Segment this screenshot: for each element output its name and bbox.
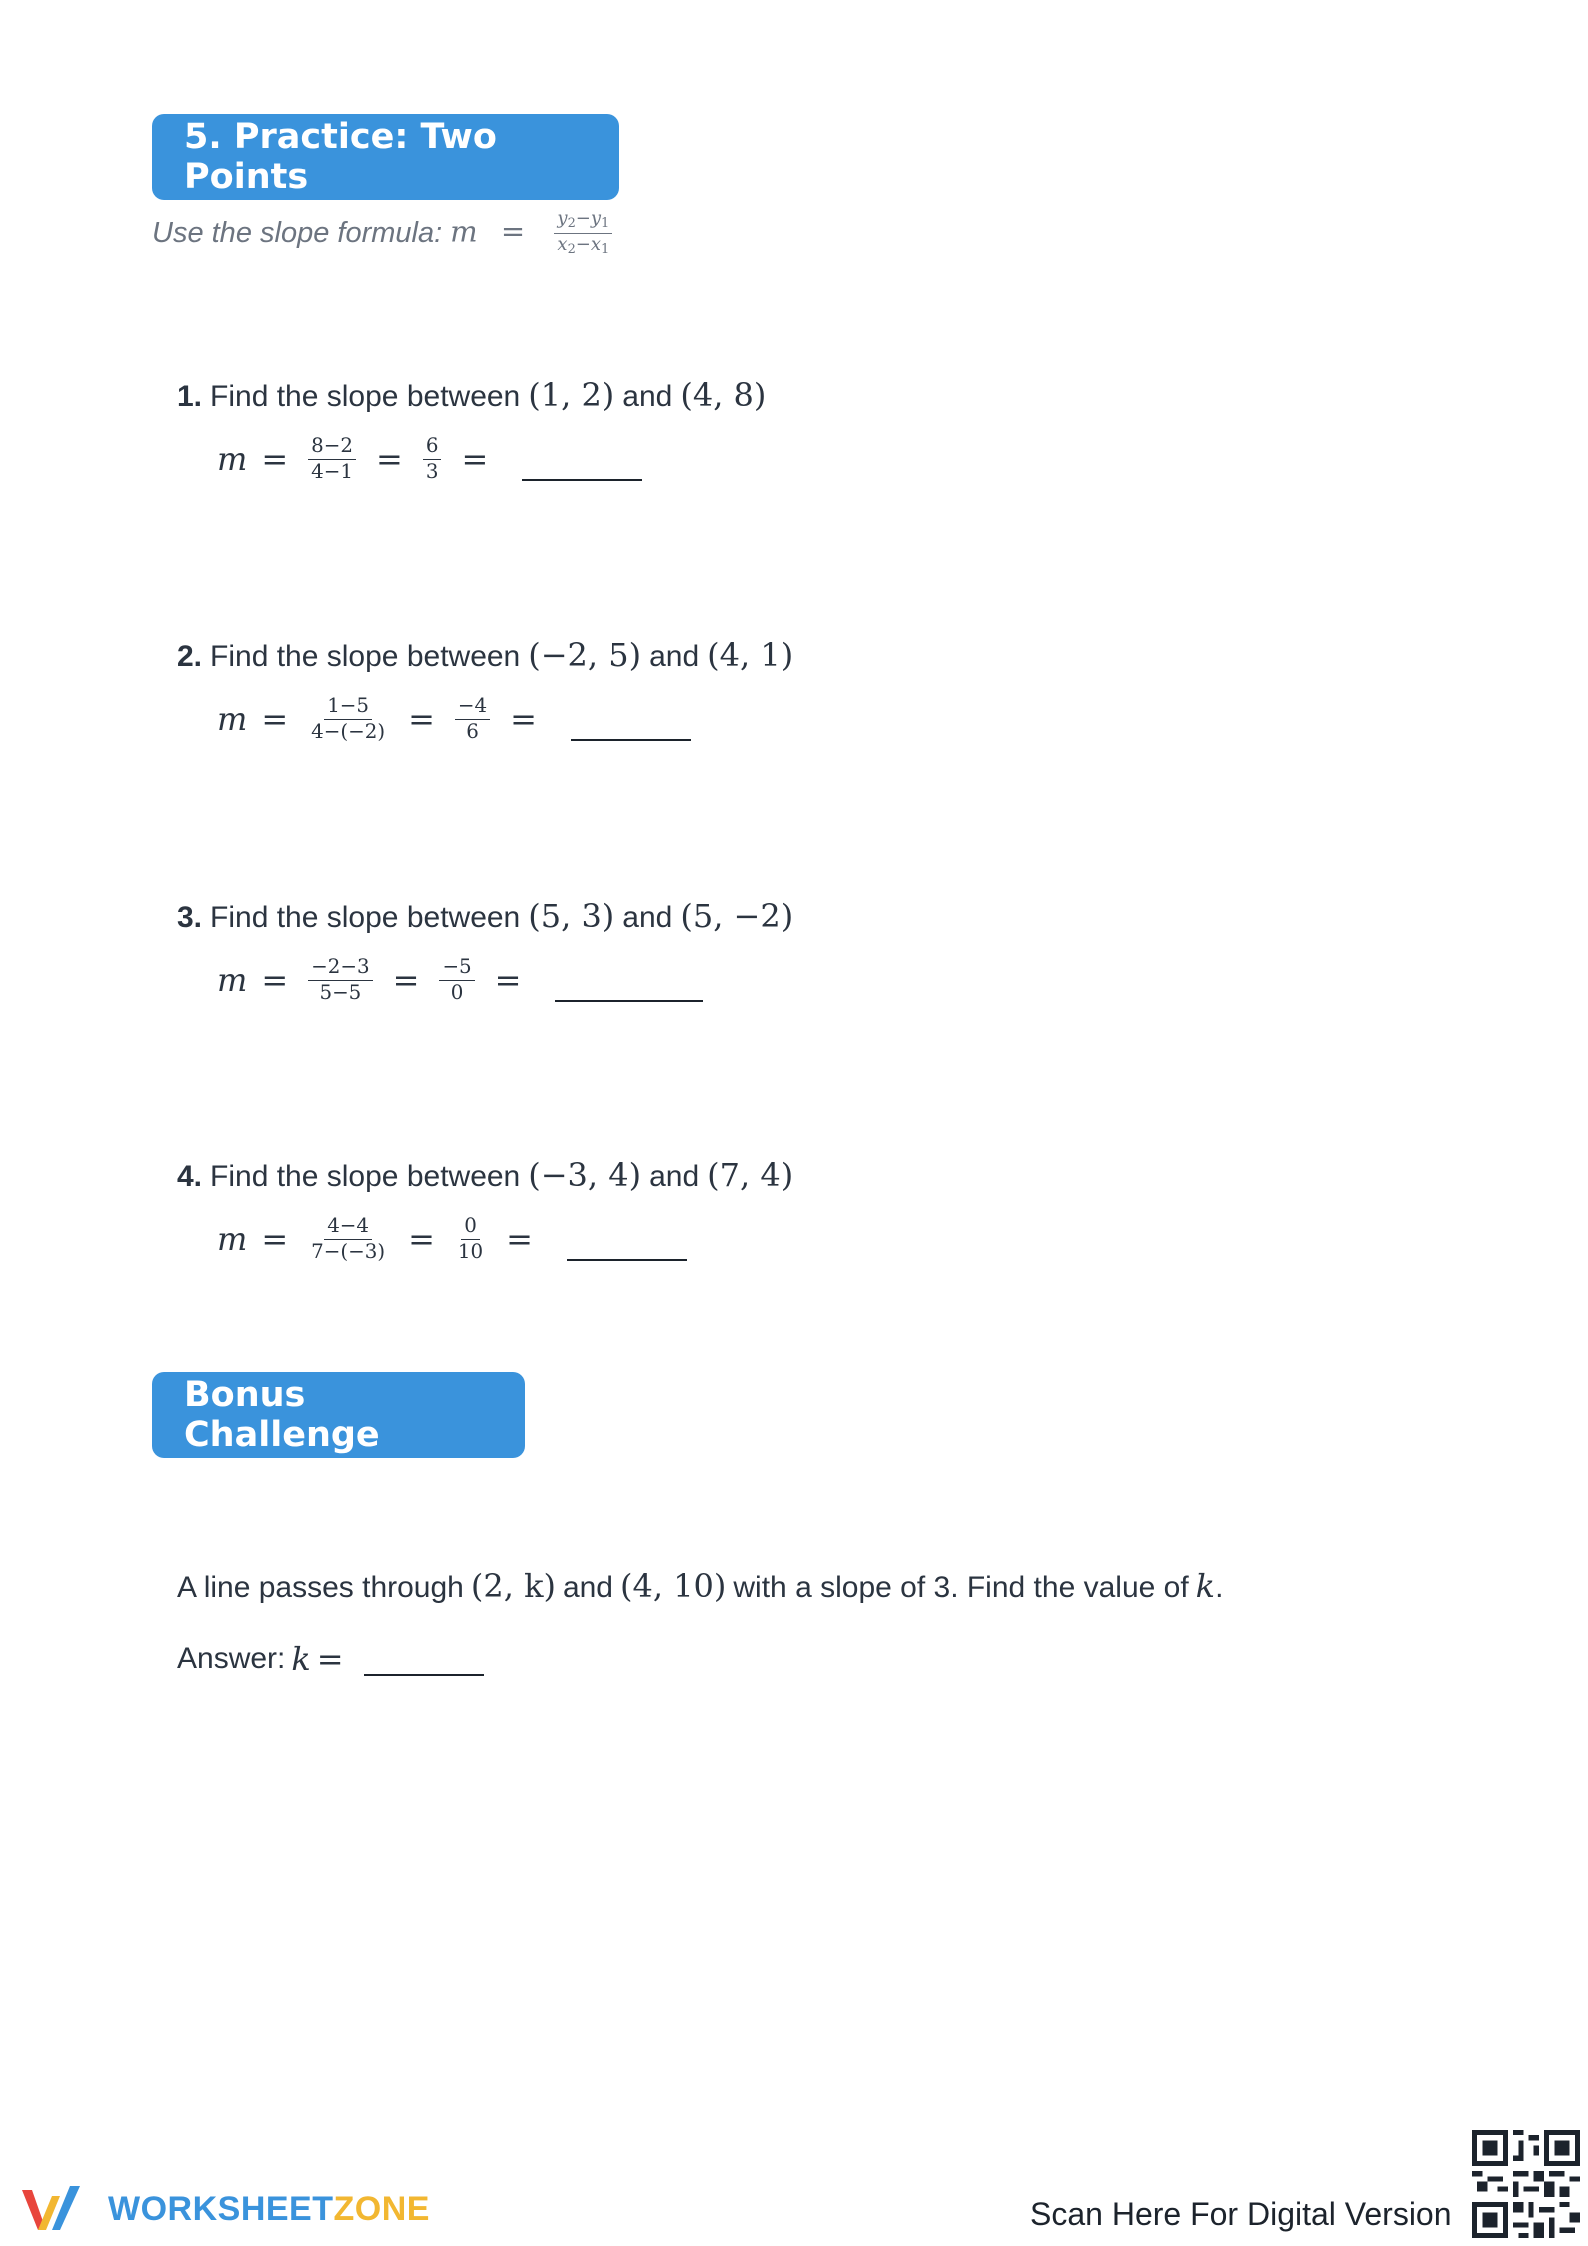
problem-statement: 4. Find the slope between (−3, 4) and (7, 4) — [177, 1156, 794, 1194]
section-title: 5. Practice: Two Points — [184, 117, 497, 197]
footer-brand — [18, 2180, 430, 2238]
scan-text: Scan Here For Digital Version — [1030, 2196, 1452, 2232]
worked-equation: m = $\frac{-2-3}{5-5}$ = $\frac{-5}{0}$ = — [217, 957, 1377, 1004]
bonus-title: Bonus Challenge — [184, 1375, 380, 1455]
answer-blank[interactable] — [364, 1674, 484, 1676]
bonus-point-a: (2, k) — [470, 1567, 556, 1605]
problem-3 — [177, 897, 1377, 1004]
problem-statement: 1. Find the slope between (1, 2) and (4, 8) — [177, 376, 767, 414]
point-b: (4, 8) — [680, 376, 767, 414]
point-b: (5, −2) — [680, 897, 794, 935]
answer-label: Answer: — [177, 1642, 286, 1675]
fraction-2: $\frac{-4}{6}$ — [455, 696, 490, 743]
section-banner-bonus — [152, 1372, 525, 1458]
answer-equals: = — [316, 1640, 344, 1678]
problem-2 — [177, 636, 1377, 743]
answer-blank[interactable] — [555, 1000, 703, 1002]
fraction-1: $\frac{8-2}{4-1}$ — [308, 436, 356, 483]
section-banner-practice — [152, 114, 619, 200]
fraction-2: $\frac{-5}{0}$ — [439, 957, 474, 1004]
point-a: (−2, 5) — [528, 636, 642, 674]
problem-1 — [177, 376, 1377, 483]
problem-statement: 2. Find the slope between (−2, 5) and (4, 1) — [177, 636, 794, 674]
hint-formula: m = $\frac{y_2-y_1}{x_2-x_1}$ — [450, 210, 618, 257]
answer-blank[interactable] — [567, 1259, 687, 1261]
bonus-answer — [177, 1640, 484, 1678]
fraction-1: $\frac{1-5}{4-(-2)}$ — [311, 694, 386, 743]
answer-variable: k — [291, 1640, 311, 1678]
fraction-2: $\frac{6}{3}$ — [423, 436, 442, 483]
point-b: (4, 1) — [707, 636, 794, 674]
worked-equation: m = $\frac{4-4}{7-(-3)}$ = $\frac{0}{10}$ = — [217, 1216, 1377, 1263]
problem-number: 1. — [177, 380, 203, 413]
bonus-point-b: (4, 10) — [620, 1567, 727, 1605]
fraction-1: $\frac{4-4}{7-(-3)}$ — [311, 1214, 386, 1263]
worked-equation: m = $\frac{1-5}{4-(-2)}$ = $\frac{-4}{6}$ = — [217, 696, 1377, 743]
answer-blank[interactable] — [571, 739, 691, 741]
hint-prefix: Use the slope formula: — [152, 216, 443, 249]
fraction-2: $\frac{0}{10}$ — [457, 1214, 484, 1263]
point-a: (−3, 4) — [528, 1156, 642, 1194]
point-b: (7, 4) — [707, 1156, 794, 1194]
slope-formula-hint — [152, 210, 618, 257]
fraction-1: $\frac{-2-3}{5-5}$ — [308, 957, 372, 1004]
problem-number: 3. — [177, 901, 203, 934]
problem-4 — [177, 1156, 1377, 1263]
brand-name: WORKSHEETZONE — [108, 2189, 430, 2228]
problem-statement: 3. Find the slope between (5, 3) and (5, −2) — [177, 897, 794, 935]
qr-code-icon[interactable] — [1472, 2130, 1580, 2238]
hint-fraction: $\frac{y_2-y_1}{x_2-x_1}$ — [554, 210, 612, 257]
worked-equation: m = $\frac{8-2}{4-1}$ = $\frac{6}{3}$ = — [217, 436, 1377, 483]
bonus-statement: A line passes through (2, k) and (4, 10) with a slope of 3. Find the value of k . — [177, 1567, 1224, 1605]
bonus-variable: k — [1195, 1567, 1216, 1605]
worksheetzone-logo-icon — [18, 2180, 96, 2238]
problem-number: 4. — [177, 1160, 203, 1193]
point-a: (1, 2) — [528, 376, 615, 414]
answer-blank[interactable] — [522, 479, 642, 481]
problem-number: 2. — [177, 640, 203, 673]
point-a: (5, 3) — [528, 897, 615, 935]
